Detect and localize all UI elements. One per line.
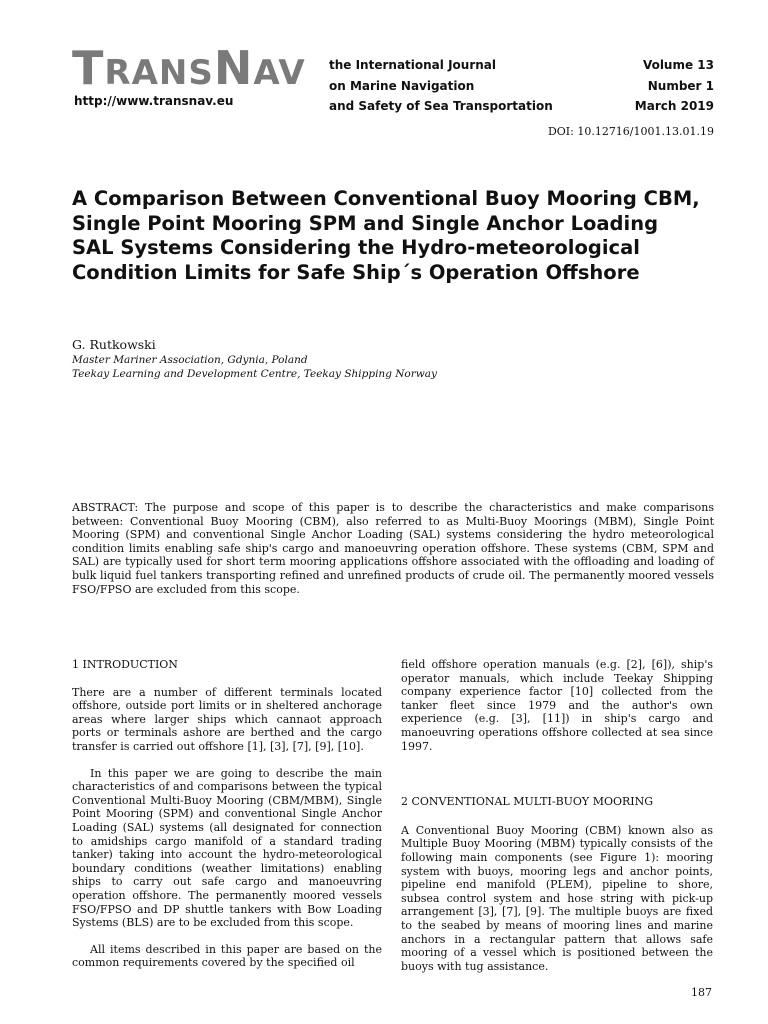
section-2-heading: 2 CONVENTIONAL MULTI-BUOY MOORING xyxy=(401,795,654,809)
journal-name xyxy=(329,55,553,117)
issue-number: Number 1 xyxy=(647,78,714,93)
issue-info xyxy=(635,55,714,117)
author-name: G. Rutkowski xyxy=(72,337,156,352)
journal-line-1: the International Journal xyxy=(329,58,496,72)
volume: Volume 13 xyxy=(642,58,714,72)
journal-line-2: on Marine Navigation xyxy=(329,78,475,93)
issue-date: March 2019 xyxy=(634,99,714,113)
section-1-paragraph-3: All items described in this paper are based on the common requirements covered by the specified oil xyxy=(72,942,382,970)
section-2-paragraph-1: A Conventional Buoy Mooring (CBM) known also as Multiple Buoy Mooring (MBM) typically consists of the following main components (see Figure 1): mooring system with buoys, mooring legs and anchor points, pipeline end manifold (PLEM), pipeline to shore, subsea control system and hose string with pick-up arrangement [3], [7], [9]. The multiple buoys are fixed to the seabed by means of mooring lines and marine anchors in a rectangular pattern that allows safe mooring of a vessel which is positioned between the buoys with tug assistance. xyxy=(401,823,713,973)
journal-url[interactable]: http://www.transnav.eu xyxy=(74,94,234,108)
page-number: 187 xyxy=(691,986,712,999)
affiliations xyxy=(72,353,437,381)
abstract: ABSTRACT: The purpose and scope of this paper is to describe the characteristics and make comparisons between: Conventional Buoy Mooring (CBM), also referred to as Multi-Buoy Moorings (MBM), Single Point Mooring (SPM) and conventional Single Anchor Loading (SAL) systems considering the hydro meteorological condition limits enabling safe ship's cargo and manoeuvring operation offshore. These systems (CBM, SPM and SAL) are typically used for short term mooring applications offshore associated with the offloading and loading of bulk liquid fuel tankers transporting refined and unrefined products of crude oil. The permanently moored vessels FSO/FPSO are excluded from this scope. xyxy=(72,501,714,596)
section-1-paragraph-2: In this paper we are going to describe the main characteristics of and comparisons between the typical Conventional Multi-Buoy Mooring (CBM/MBM), Single Point Mooring (SPM) and conventional Single Anchor Loading (SAL) systems (all designated for connection to amidships cargo manifold of a standard trading tanker) taking into account the hydro-meteorological boundary conditions (weather limitations) enabling ships to carry out safe cargo and manoeuvring operation offshore. The permanently moored vessels FSO/FPSO and DP shuttle tankers with Bow Loading Systems (BLS) are to be excluded from this scope. xyxy=(72,766,382,930)
journal-line-3: and Safety of Sea Transportation xyxy=(329,99,553,113)
right-column xyxy=(401,658,713,973)
section-1-paragraph-3-continued: field offshore operation manuals (e.g. [2], [6]), ship's operator manuals, which include Teekay Shipping company experience factor [10] collected from the tanker fleet since 1979 and the author's own experience (e.g. [3], [11]) in ship's cargo and manoeuvring operations offshore collected at sea since 1997. xyxy=(401,658,713,753)
affiliation-2: Teekay Learning and Development Centre, Teekay Shipping Norway xyxy=(72,368,437,380)
section-1-heading: 1 INTRODUCTION xyxy=(72,658,178,671)
left-column xyxy=(72,658,382,970)
journal-logo: TRANSNAV xyxy=(72,41,306,95)
paper-title: A Comparison Between Conventional Buoy Mooring CBM, Single Point Mooring SPM and Single Anchor Loading SAL Systems Considering the Hydro-meteorological Condition Limits for Safe Ship´s Operation Offshore xyxy=(72,187,700,284)
affiliation-1: Master Mariner Association, Gdynia, Poland xyxy=(72,354,308,366)
section-1-paragraph-1: There are a number of different terminals located offshore, outside port limits or in sheltered anchorage areas where larger ships which cannaot approach ports or terminals ashore are berthed and the cargo transfer is carried out offshore [1], [3], [7], [9], [10]. xyxy=(72,685,382,753)
doi: DOI: 10.12716/1001.13.01.19 xyxy=(547,125,714,138)
